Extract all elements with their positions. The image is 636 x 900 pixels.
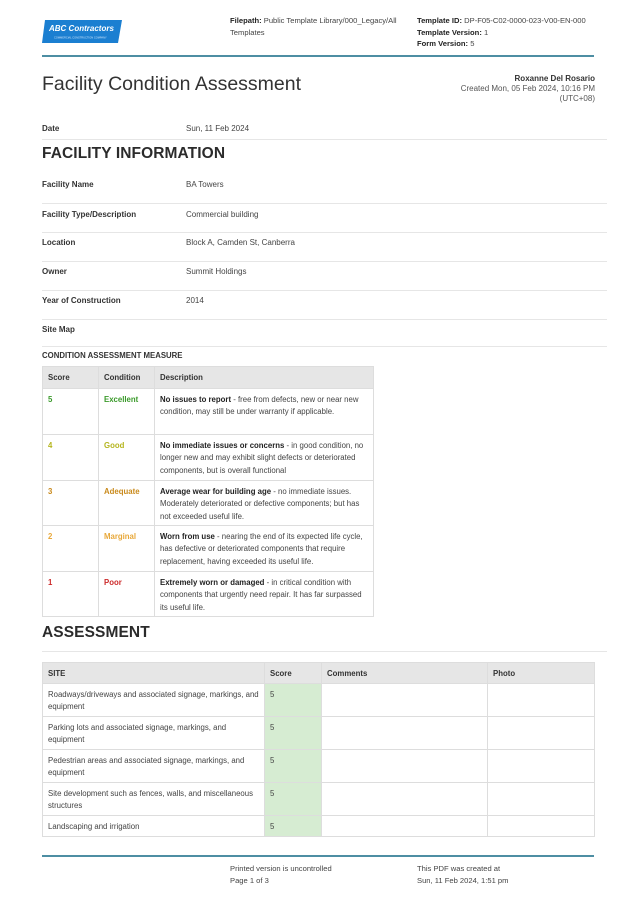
- site-cell: Pedestrian areas and associated signage, markings, and equipment: [43, 750, 265, 783]
- page-title: Facility Condition Assessment: [42, 73, 302, 95]
- column-header: Comments: [322, 663, 488, 684]
- form-version-value: 5: [470, 39, 475, 48]
- comments-cell: [322, 684, 488, 717]
- site-cell: Landscaping and irrigation: [43, 816, 265, 837]
- table-row: [43, 717, 595, 750]
- column-header: SITE: [43, 663, 265, 684]
- table-row: [43, 435, 374, 481]
- filepath-value: Public Template Library/000_Legacy/All Templates: [230, 16, 397, 37]
- date-value: Sun, 11 Feb 2024: [186, 124, 250, 133]
- photo-cell: [488, 783, 595, 816]
- field-label: Owner: [42, 267, 67, 276]
- facility-field-row: [42, 290, 607, 320]
- field-label: Facility Name: [42, 180, 94, 189]
- field-value: Summit Holdings: [186, 267, 247, 276]
- description-bold: Extremely worn or damaged: [160, 578, 265, 587]
- score-cell: 4: [43, 435, 99, 481]
- footer-pdf-info: [417, 863, 508, 886]
- field-value: 2014: [186, 296, 204, 305]
- table-row: [43, 526, 374, 572]
- logo-text: ABC Contractors: [49, 24, 114, 33]
- column-header: Score: [43, 367, 99, 389]
- field-label: Site Map: [42, 325, 75, 334]
- site-cell: Site development such as fences, walls, and miscellaneous structures: [43, 783, 265, 816]
- score-cell: 2: [43, 526, 99, 572]
- column-header: Description: [155, 367, 374, 389]
- description-text: - no immediate issues. Moderately deteriorated or defective components; but has not exceeded useful life.: [160, 487, 360, 521]
- template-id-value: DP-F05-C02-0000-023-V00-EN-000: [464, 16, 586, 25]
- footer-divider: [42, 855, 594, 857]
- facility-field-row: [42, 319, 607, 347]
- template-version-value: 1: [483, 27, 489, 37]
- table-row: [43, 481, 374, 526]
- comments-cell: [322, 816, 488, 837]
- description-bold: Average wear for building age: [160, 487, 272, 496]
- table-row: [43, 750, 595, 783]
- assessment-heading: ASSESSMENT: [42, 624, 150, 641]
- description-cell: [155, 435, 374, 481]
- description-cell: [155, 389, 374, 435]
- table-header-row: [43, 367, 374, 389]
- score-cell: 5: [43, 389, 99, 435]
- column-header: Condition: [99, 367, 155, 389]
- score-cell: 5: [265, 783, 322, 816]
- assessment-table: [42, 662, 595, 837]
- description-cell: [155, 526, 374, 572]
- filepath-block: [230, 15, 410, 38]
- site-cell: Roadways/driveways and associated signage, markings, and equipment: [43, 684, 265, 717]
- field-value: Block A, Camden St, Canberra: [186, 238, 295, 247]
- page-number: Page 1 of 3: [230, 875, 269, 885]
- facility-heading: FACILITY INFORMATION: [42, 145, 226, 162]
- table-row: [43, 572, 374, 617]
- author-block: [461, 74, 595, 104]
- form-version-label: Form Version:: [417, 39, 469, 48]
- company-logo: [42, 20, 122, 43]
- created-timezone: (UTC+08): [559, 94, 595, 103]
- facility-field-row: [42, 173, 607, 204]
- facility-field-row: [42, 232, 607, 262]
- uncontrolled-notice: Printed version is uncontrolled: [230, 864, 332, 873]
- logo-tagline: COMMERCIAL CONSTRUCTION COMPANY: [54, 36, 107, 40]
- description-text: - in critical condition with components that urgently need repair. It has far surpassed its useful life.: [160, 578, 362, 612]
- field-label: Location: [42, 238, 76, 247]
- date-row: [42, 118, 607, 140]
- description-bold: No immediate issues or concerns: [160, 441, 285, 450]
- table-row: [43, 783, 595, 816]
- field-value: Commercial building: [186, 210, 259, 219]
- table-row: [43, 389, 374, 435]
- facility-field-row: [42, 261, 607, 291]
- comments-cell: [322, 717, 488, 750]
- condition-cell: Good: [99, 435, 155, 481]
- score-cell: 1: [43, 572, 99, 617]
- description-cell: [155, 481, 374, 526]
- comments-cell: [322, 750, 488, 783]
- facility-field-row: [42, 203, 607, 233]
- score-cell: 5: [265, 684, 322, 717]
- description-text: - nearing the end of its expected life cycle, has defective or deteriorated components that require replacement, having exceeded its useful life.: [160, 532, 363, 566]
- column-header: Photo: [488, 663, 595, 684]
- date-label: Date: [42, 124, 60, 133]
- score-cell: 5: [265, 816, 322, 837]
- template-meta: [417, 15, 617, 50]
- site-cell: Parking lots and associated signage, markings, and equipment: [43, 717, 265, 750]
- description-text: - in good condition, no longer new and may exhibit slight defects or deteriorated components, but is overall functional: [160, 441, 364, 475]
- description-bold: Worn from use: [160, 532, 215, 541]
- created-date: Created Mon, 05 Feb 2024, 10:16 PM: [460, 84, 595, 93]
- score-cell: 5: [265, 750, 322, 783]
- table-header-row: [43, 663, 595, 684]
- measure-table: [42, 366, 374, 617]
- description-cell: [155, 572, 374, 617]
- template-version-label: Template Version:: [417, 27, 482, 37]
- pdf-created-value: Sun, 11 Feb 2024, 1:51 pm: [417, 875, 509, 885]
- assessment-divider: [42, 651, 607, 652]
- score-cell: 5: [265, 717, 322, 750]
- field-value: BA Towers: [186, 180, 224, 189]
- measure-heading: CONDITION ASSESSMENT MEASURE: [42, 351, 183, 360]
- condition-cell: Poor: [99, 572, 155, 617]
- photo-cell: [488, 684, 595, 717]
- photo-cell: [488, 816, 595, 837]
- header-divider: [42, 55, 594, 57]
- column-header: Score: [265, 663, 322, 684]
- condition-cell: Marginal: [99, 526, 155, 572]
- condition-cell: Excellent: [99, 389, 155, 435]
- field-label: Year of Construction: [42, 296, 121, 305]
- photo-cell: [488, 717, 595, 750]
- pdf-created-label: This PDF was created at: [417, 864, 501, 873]
- filepath-label: Filepath:: [230, 16, 262, 25]
- table-row: [43, 816, 595, 837]
- table-row: [43, 684, 595, 717]
- author-name: Roxanne Del Rosario: [514, 74, 595, 83]
- description-text: - free from defects, new or near new condition, may still be under warranty if applicable.: [160, 395, 359, 417]
- template-id-label: Template ID:: [417, 16, 463, 25]
- comments-cell: [322, 783, 488, 816]
- field-label: Facility Type/Description: [42, 210, 137, 219]
- photo-cell: [488, 750, 595, 783]
- score-cell: 3: [43, 481, 99, 526]
- description-bold: No issues to report: [160, 395, 232, 404]
- footer-print-info: [230, 863, 332, 886]
- condition-cell: Adequate: [99, 481, 155, 526]
